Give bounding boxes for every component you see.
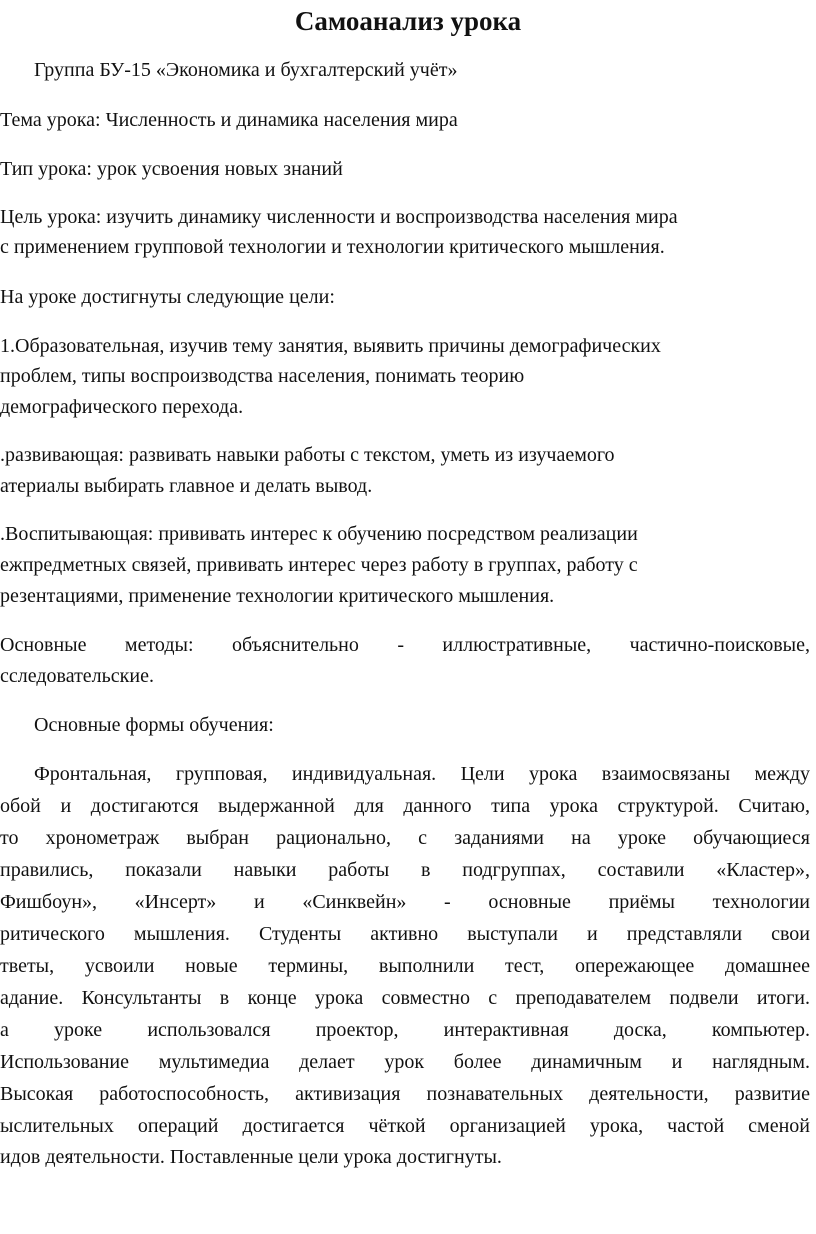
achieved-goals-heading: На уроке достигнуты следующие цели: [0,286,335,308]
conclusion-line-13: идов деятельности. Поставленные цели урока достигнуты. [0,1146,502,1168]
methods-line-2: сследовательские. [0,665,154,687]
educational-line-1: 1.Образовательная, изучив тему занятия, выявить причины демографических [0,335,661,357]
conclusion-line-2: обой и достигаются выдержанной для данного типа урока структурой. Считаю, [0,795,810,817]
conclusion-line-3: то хронометраж выбран рационально, с заданиями на уроке обучающиеся [0,827,810,849]
upbringing-line-2: ежпредметных связей, прививать интерес через работу в группах, работу с [0,554,638,576]
document-title: Самоанализ урока [294,6,522,36]
educational-line-2: проблем, типы воспроизводства населения, понимать теорию [0,365,525,387]
goal-line-1: Цель урока: изучить динамику численности и воспроизводства населения мира [0,206,678,228]
conclusion-line-7: тветы, усвоили новые термины, выполнили тест, опережающее домашнее [0,955,810,977]
goal-line-2: с применением групповой технологии и технологии критического мышления. [0,236,665,258]
upbringing-line-3: резентациями, применение технологии критического мышления. [0,585,555,607]
conclusion-line-10: Использование мультимедиа делает урок более динамичным и наглядным. [0,1051,810,1073]
developing-line-1: .развивающая: развивать навыки работы с текстом, уметь из изучаемого [0,444,615,466]
methods-line-1: Основные методы: объяснительно - иллюстративные, частично-поисковые, [0,634,810,656]
lesson-type-line: Тип урока: урок усвоения новых знаний [0,158,343,180]
conclusion-line-1: Фронтальная, групповая, индивидуальная. Цели урока взаимосвязаны между [34,763,810,785]
topic-line: Тема урока: Численность и динамика населения мира [0,109,458,131]
group-line: Группа БУ-15 «Экономика и бухгалтерский учёт» [34,59,458,81]
conclusion-line-12: ыслительных операций достигается чёткой организацией урока, частой сменой [0,1115,810,1137]
conclusion-line-8: адание. Консультанты в конце урока совместно с преподавателем подвели итоги. [0,987,810,1009]
conclusion-line-11: Высокая работоспособность, активизация познавательных деятельности, развитие [0,1083,810,1105]
conclusion-line-6: ритического мышления. Студенты активно выступали и представляли свои [0,923,810,945]
forms-heading: Основные формы обучения: [34,714,274,736]
conclusion-line-9: а уроке использовался проектор, интерактивная доска, компьютер. [0,1019,810,1041]
conclusion-line-4: правились, показали навыки работы в подгруппах, составили «Кластер», [0,859,810,881]
conclusion-line-5: Фишбоун», «Инсерт» и «Синквейн» - основные приёмы технологии [0,891,810,913]
developing-line-2: атериалы выбирать главное и делать вывод. [0,475,373,497]
educational-line-3: демографического перехода. [0,396,244,418]
upbringing-line-1: .Воспитывающая: прививать интерес к обучению посредством реализации [0,523,638,545]
